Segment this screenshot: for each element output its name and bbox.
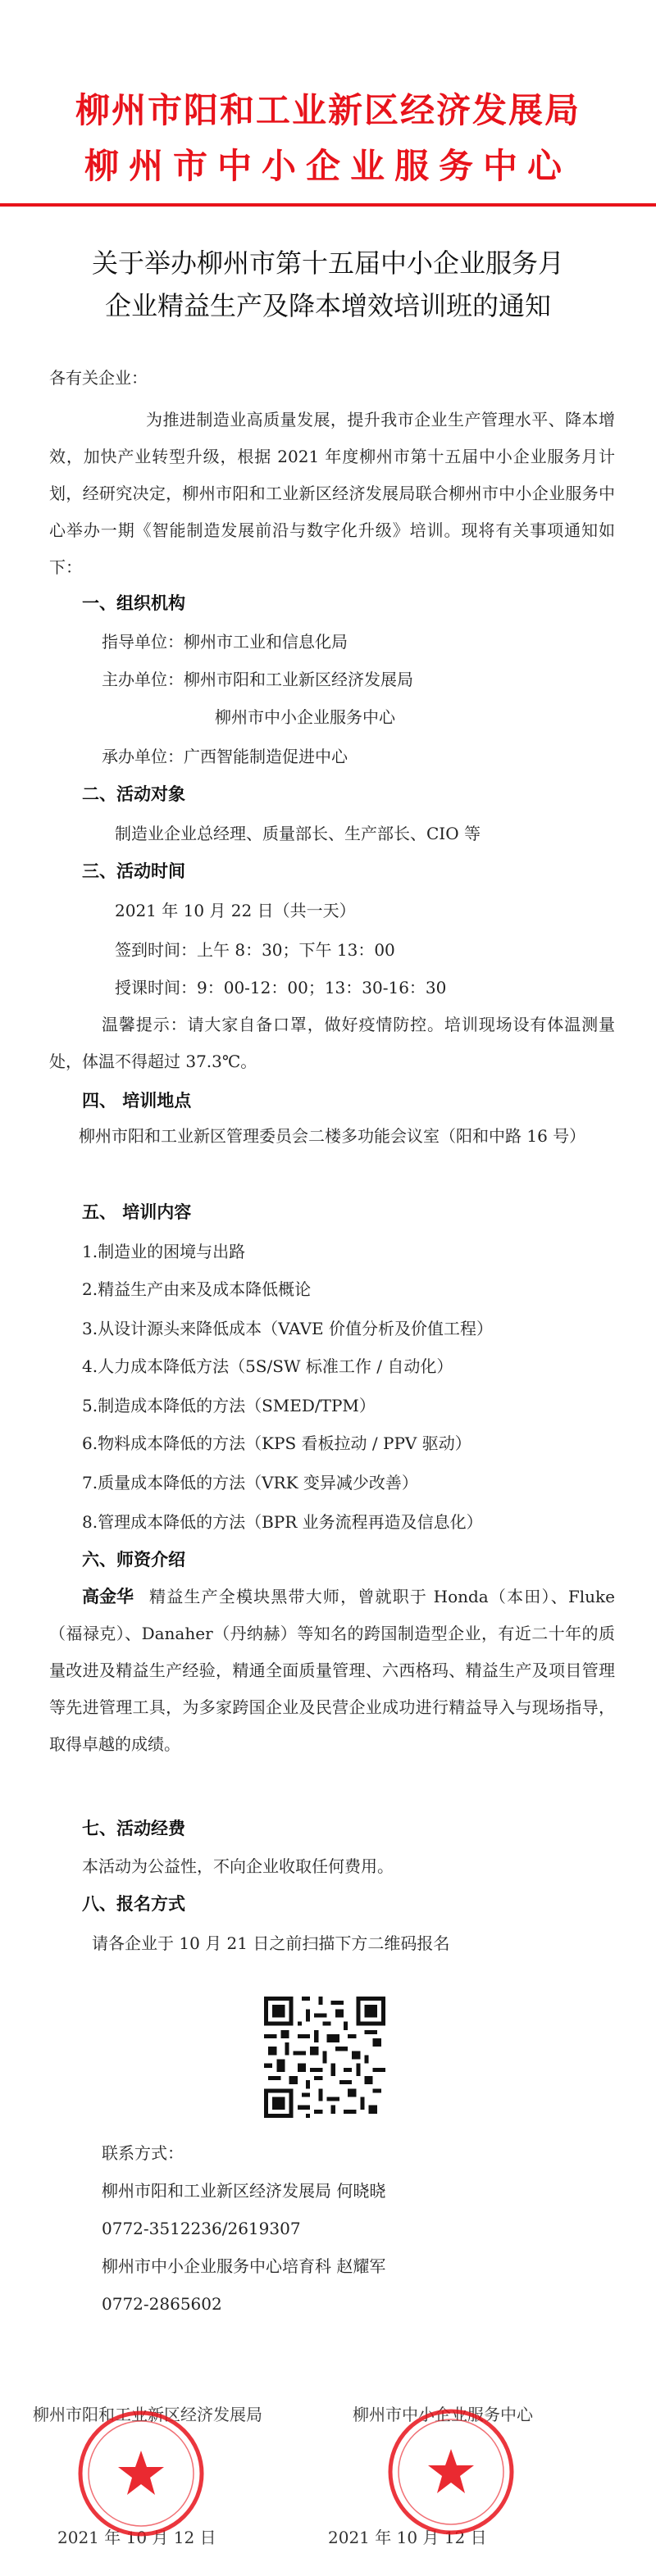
footer-date-2: 2021 年 10 月 12 日	[328, 2528, 487, 2547]
seal-stamp	[75, 2408, 207, 2539]
host-unit-2: 柳州市中小企业服务中心	[215, 707, 395, 727]
venue: 柳州市阳和工业新区管理委员会二楼多功能会议室（阳和中路 16 号）	[79, 1126, 586, 1146]
contact-2: 柳州市中小企业服务中心培育科 赵耀军	[102, 2256, 386, 2276]
organizer-unit: 承办单位：广西智能制造促进中心	[102, 747, 348, 766]
footer-issuer-1: 柳州市阳和工业新区经济发展局	[33, 2405, 262, 2424]
content-item: 5.制造成本降低的方法（SMED/TPM）	[82, 1396, 376, 1415]
header-divider	[0, 203, 656, 207]
content-item: 2.精益生产由来及成本降低概论	[82, 1279, 312, 1299]
host-unit: 主办单位：柳州市阳和工业新区经济发展局	[102, 670, 413, 689]
issuer-title-2: 柳州市中小企业服务中心	[84, 146, 572, 186]
contact-1: 柳州市阳和工业新区经济发展局 何晓晓	[102, 2181, 386, 2201]
section-7-heading: 七、活动经费	[82, 1819, 185, 1838]
section-1-heading: 一、组织机构	[82, 593, 185, 613]
footer-issuer-2: 柳州市中小企业服务中心	[353, 2405, 533, 2424]
target-audience: 制造业企业总经理、质量部长、生产部长、CIO 等	[115, 824, 481, 843]
document-title-line-2: 企业精益生产及降本增效培训班的通知	[104, 290, 551, 321]
intro-paragraph: 为推进制造业高质量发展，提升我市企业生产管理水平、降本增效，加快产业转型升级，根据 2021 年度柳州市第十五届中小企业服务月计划，经研究决定，柳州市阳和工业新区经济发展局联合柳州市中小企业服务中心举办一期《智能制造发展前沿与数字化升级》培训。现将有关事项通知如下：	[49, 410, 615, 577]
content-item: 3.从设计源头来降低成本（VAVE 价值分析及价值工程）	[82, 1319, 494, 1338]
content-item: 1.制造业的困境与出路	[82, 1242, 246, 1261]
contact-2-phone: 0772-2865602	[102, 2294, 222, 2314]
registration-text: 请各企业于 10 月 21 日之前扫描下方二维码报名	[92, 1933, 450, 1953]
document-title-line-1: 关于举办柳州市第十五届中小企业服务月	[91, 248, 564, 279]
content-item: 8.管理成本降低的方法（BPR 业务流程再造及信息化）	[82, 1512, 483, 1532]
section-4-heading: 四、 培训地点	[82, 1091, 192, 1111]
section-3-heading: 三、活动时间	[82, 861, 185, 881]
health-tip: 温馨提示：请大家自备口罩，做好疫情防控。培训现场设有体温测量处，体温不得超过 37.3℃。	[49, 1015, 615, 1071]
seal-stamp	[385, 2406, 517, 2537]
content-item: 7.质量成本降低的方法（VRK 变异减少改善）	[82, 1473, 418, 1492]
fee-text: 本活动为公益性，不向企业收取任何费用。	[82, 1856, 394, 1876]
section-6-heading: 六、师资介绍	[82, 1550, 185, 1570]
content-item: 4.人力成本降低方法（5S/SW 标准工作 / 自动化）	[82, 1356, 453, 1376]
contact-label: 联系方式：	[102, 2143, 184, 2163]
guide-unit: 指导单位：柳州市工业和信息化局	[102, 632, 348, 652]
checkin-time: 签到时间：上午 8：30；下午 13：00	[115, 940, 395, 960]
trainer-name: 高金华	[82, 1587, 134, 1606]
section-8-heading: 八、报名方式	[82, 1894, 185, 1914]
content-item: 6.物料成本降低的方法（KPS 看板拉动 / PPV 驱动）	[82, 1433, 472, 1453]
issuer-title-1: 柳州市阳和工业新区经济发展局	[75, 90, 581, 130]
lecture-time: 授课时间：9：00-12：00；13：30-16：30	[115, 978, 447, 997]
salutation: 各有关企业：	[49, 368, 148, 388]
footer-date-1: 2021 年 10 月 12 日	[57, 2528, 216, 2547]
registration-qr-code[interactable]	[264, 1997, 385, 2118]
event-date: 2021 年 10 月 22 日（共一天）	[115, 901, 356, 920]
contact-1-phone: 0772-3512236/2619307	[102, 2219, 301, 2238]
section-5-heading: 五、 培训内容	[82, 1202, 192, 1222]
section-2-heading: 二、活动对象	[82, 784, 185, 804]
trainer-bio: 精益生产全模块黑带大师，曾就职于 Honda（本田）、Fluke（福禄克）、Danaher（丹纳赫）等知名的跨国制造型企业，有近二十年的质量改进及精益生产经验，精通全面质量管理、六西格玛、精益生产及项目管理等先进管理工具，为多家跨国企业及民营企业成功进行精益导入与现场指导，取得卓越的成绩。	[49, 1587, 615, 1754]
